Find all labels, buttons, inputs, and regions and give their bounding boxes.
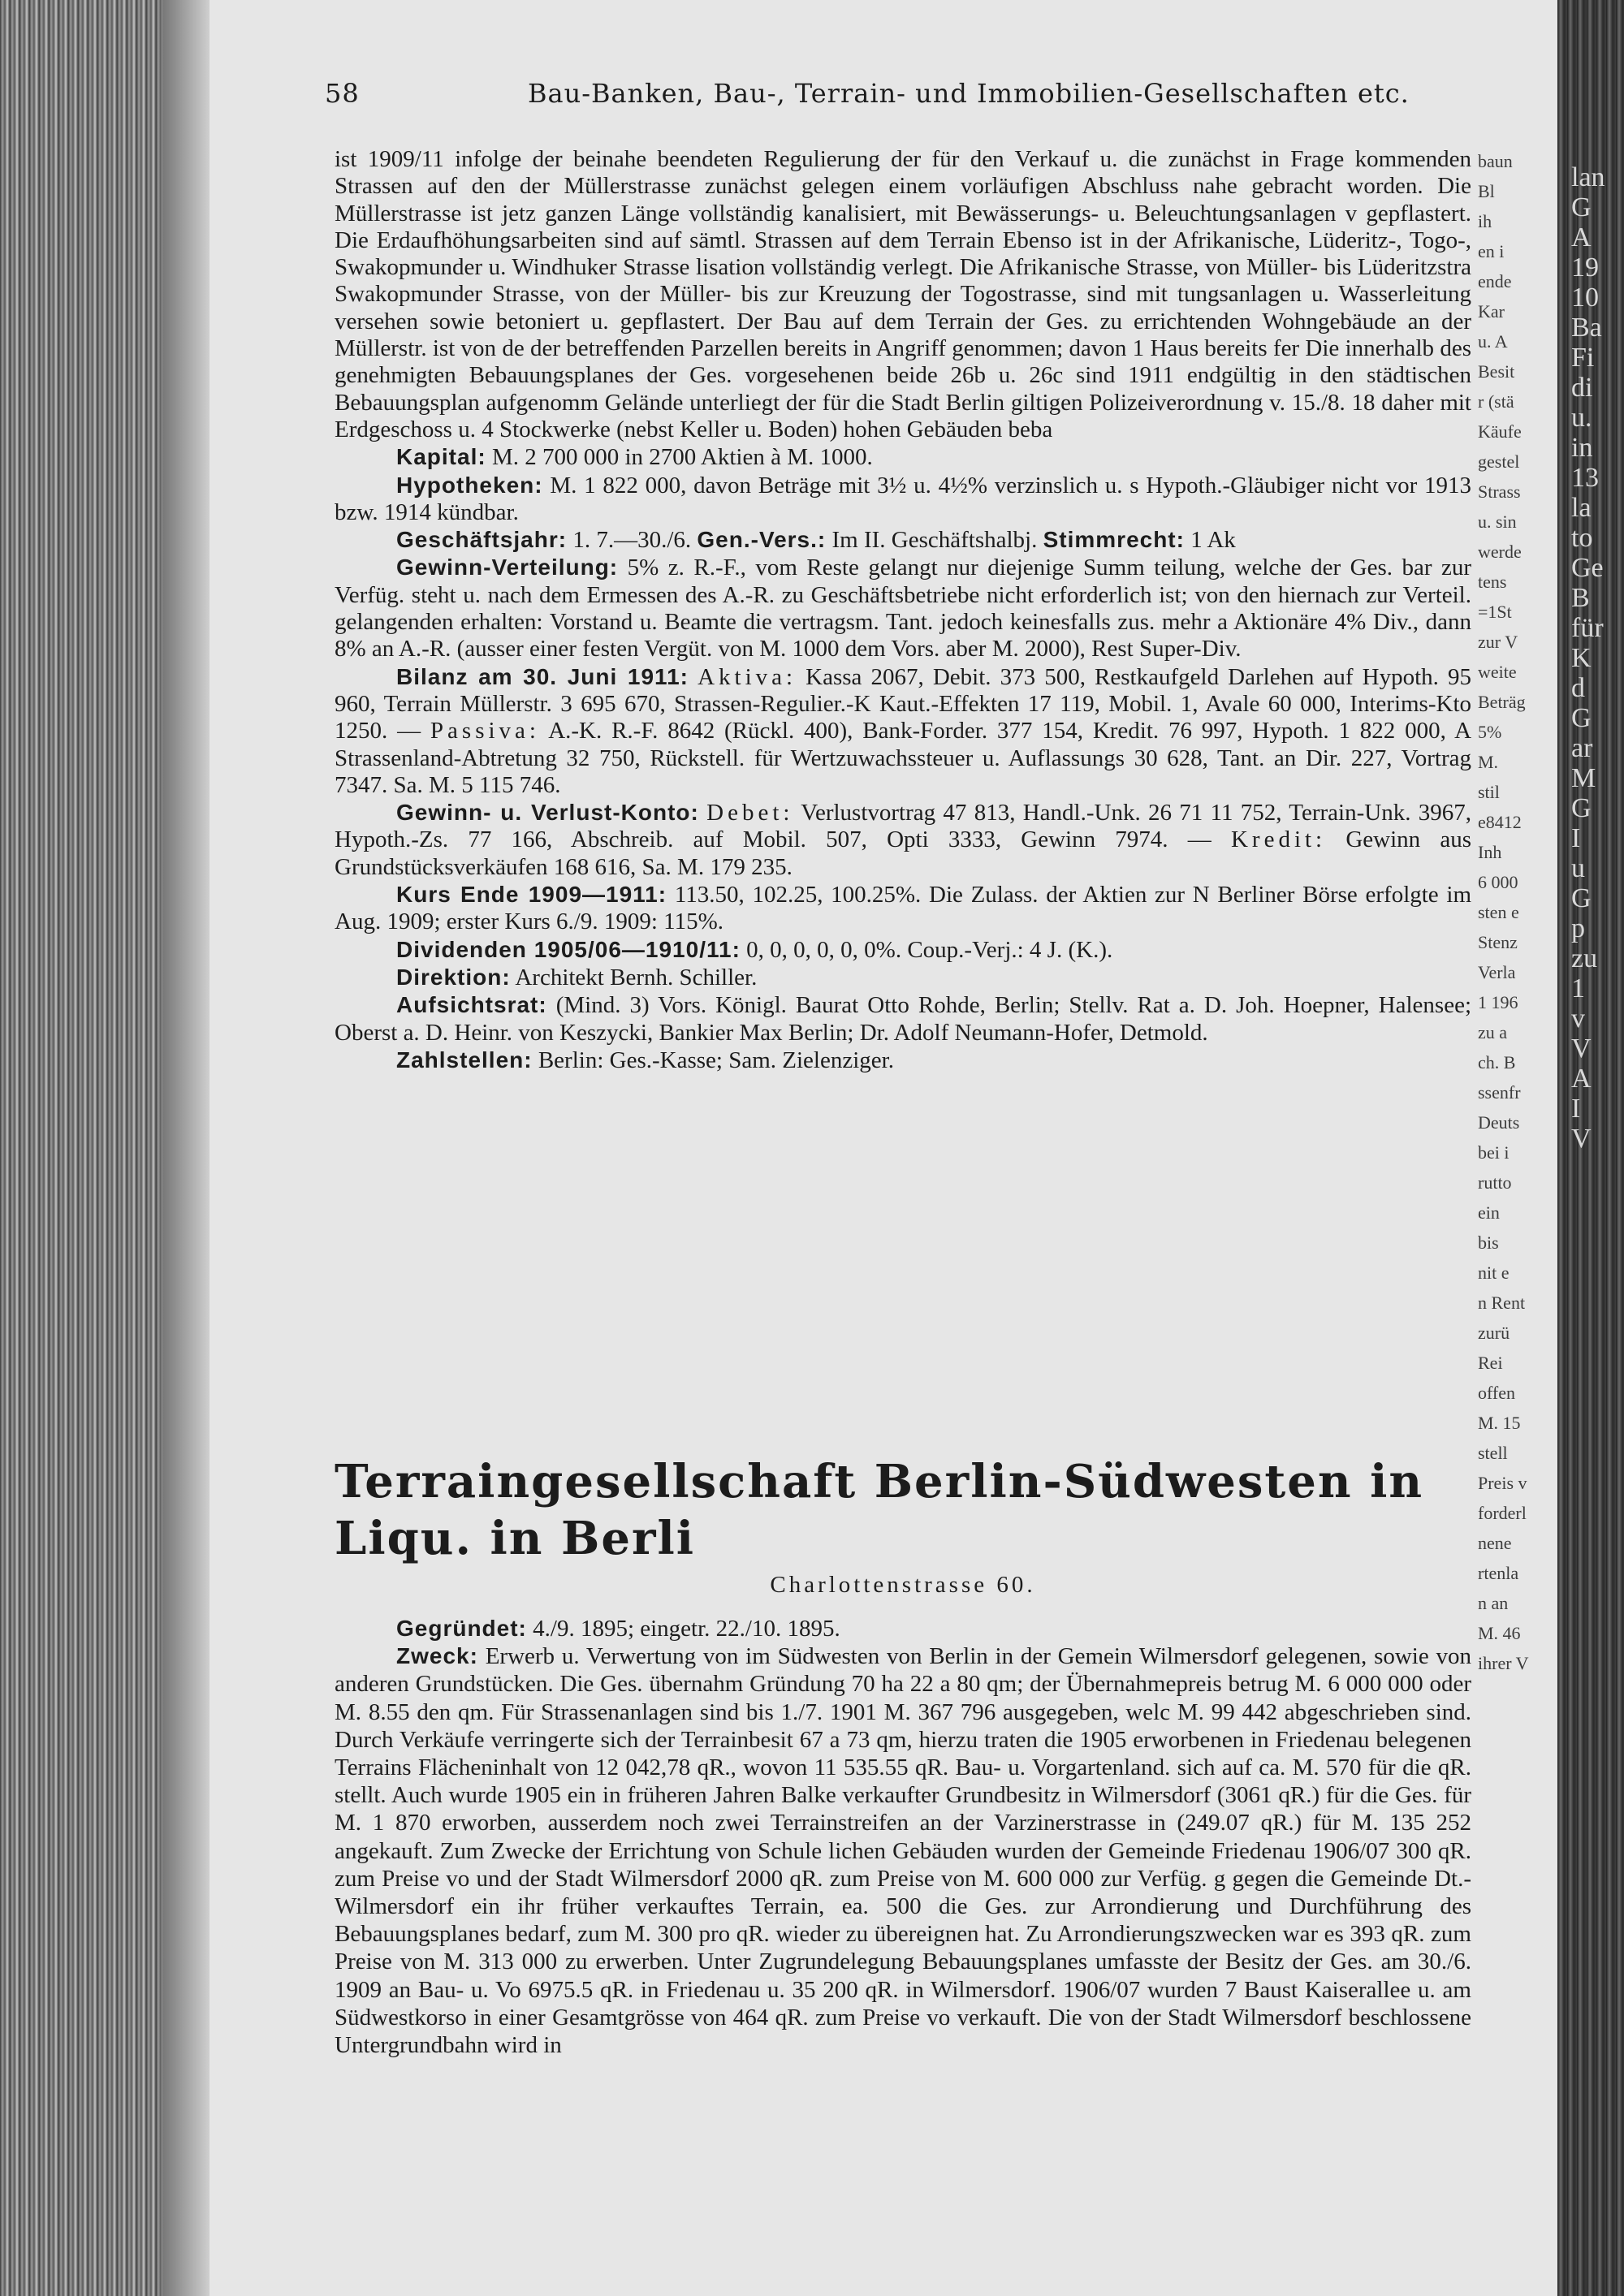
bleed-a-fragment: ch. B xyxy=(1478,1052,1516,1072)
bleed-a-fragment: weite xyxy=(1478,662,1517,682)
bleed-a-fragment: Kar xyxy=(1478,301,1505,322)
bleed-a-fragment: M. 15 xyxy=(1478,1413,1521,1433)
bleed-a-fragment: zurü xyxy=(1478,1323,1510,1343)
bleed-a-fragment: u. A xyxy=(1478,331,1508,352)
zweck-text: Erwerb u. Verwertung von im Südwesten von Berlin in der Gemein Wilmersdorf gelegenen, sowie von anderen Grundstücken. Die Ges. übernahm Gründung 70 ha 22 a 80 qm; der Übernahmepreis betrug M. 6 000 000 oder M. 8.55 den qm. Für Strassenanlagen sind bis 1./7. 1901 M. 367 796 ausgegeben, welc M. 99 442 abgeschrieben sind. Durch Verkäufe verringerte sich der Terrainbesit 67 a 73 qm, hierzu traten die 1905 erworbenen in Friedenau belegenen Terrains Flächeninhalt von 12 042,78 qR., wovon 11 535.55 qR. Bau- u. Vorgartenland. sich auf ca. M. 570 für die qR. stellt. Auch wurde 1905 ein in früheren Jahren Balke verkaufter Grundbesitz in Wilmersdorf (3061 qR.) für die Ges. für M. 1 870 erworben, ausserdem noch zwei Terrainstreifen an der Varzinerstrasse in (249.07 qR.) für M. 135 252 angekauft. Zum Zwecke der Errichtung von Schule lichen Gebäuden wurden der Gemeinde Friedenau 1906/07 300 qR. zum Preise vo und der Stadt Wilmersdorf 2000 qR. zum Preise von M. 600 000 zur Verfüg. g gegen die Gemeinde Dt.-Wilmersdorf ein ihr früher verkauftes Terrain, ea. 500 die Ges. zur Arrondierung und Durchführung des Bebauungsplanes bedarf, zum M. 300 pro qR. wieder zu übereignen hat. Zu Arrondierungszwecken war es 393 qR. zum Preise von M. 313 000 zu erwerben. Unter Zugrundelegung Bebauungsplanes umfasste der Besitz der Ges. am 30./6. 1909 an Bau- u. Vo 6975.5 qR. in Friedenau u. 35 200 qR. in Wilmersdorf. 1906/07 wurden 7 Baust Kaiserallee u. am Südwestkorso in einer Gesamtgrösse von 464 qR. zum Preise vo verkauft. Die von der Stadt Wilmersdorf beschlossene Untergrundbahn wird in xyxy=(335,1643,1472,2059)
bleed-b-fragment: zu xyxy=(1571,943,1598,973)
bleed-a-fragment: Bl xyxy=(1478,181,1495,201)
guv-debet-text: Verlustvortrag 47 813, Handl.-Unk. 26 71 11 752, Terrain-Unk. 3967, Hypoth.-Zs. 77 166, Abschreib. auf Mobil. 507, Opti 3333, Gewinn 7974. — xyxy=(335,800,1471,853)
bleed-b-fragment: A xyxy=(1571,222,1592,252)
page-gutter-shadow xyxy=(162,0,209,2296)
company-entry-2 xyxy=(335,1453,1471,2059)
bleed-a-fragment: n an xyxy=(1478,1593,1509,1613)
bleed-b-fragment: A xyxy=(1571,1064,1592,1094)
bleed-b-fragment: ar xyxy=(1571,733,1593,763)
bleed-b-fragment: V xyxy=(1571,1124,1592,1154)
bleed-b-fragment: lan xyxy=(1571,162,1605,192)
stimmrecht-label: Stimmrecht: xyxy=(1043,527,1185,553)
bleed-a-fragment: u. sin xyxy=(1478,511,1517,532)
bleed-a-fragment: Preis v xyxy=(1478,1473,1527,1493)
bleed-b-fragment: v xyxy=(1571,1003,1585,1034)
bleed-b-fragment: G xyxy=(1571,793,1592,823)
bleed-b-fragment: M xyxy=(1571,763,1596,793)
gegruendet-label: Gegründet: xyxy=(396,1616,527,1641)
bleed-a-fragment: Käufe xyxy=(1478,421,1522,442)
bleed-b-fragment: I xyxy=(1571,823,1581,853)
bleed-a-fragment: Deuts xyxy=(1478,1112,1520,1133)
bleed-a-fragment: r (stä xyxy=(1478,391,1514,412)
bleed-a-fragment: ein xyxy=(1478,1202,1500,1223)
bleed-b-fragment: G xyxy=(1571,192,1592,222)
zweck-label: Zweck: xyxy=(396,1643,478,1669)
bleed-b-fragment: Fi xyxy=(1571,343,1595,373)
hypotheken-entry xyxy=(335,472,1471,527)
bleed-b-fragment: K xyxy=(1571,643,1592,673)
stimmrecht-text: 1 Ak xyxy=(1190,527,1236,554)
bleed-a-fragment: zur V xyxy=(1478,632,1518,652)
kapital-text: M. 2 700 000 in 2700 Aktien à M. 1000. xyxy=(491,444,873,471)
bleed-a-fragment: rtenla xyxy=(1478,1563,1519,1583)
bleed-a-fragment: =1St xyxy=(1478,602,1512,622)
guv-entry xyxy=(335,799,1471,881)
bleed-a-fragment: Beträg xyxy=(1478,692,1526,712)
aufsichtsrat-text: (Mind. 3) Vors. Königl. Baurat Otto Rohde, Berlin; Stellv. Rat a. D. Joh. Hoepner, Halensee; Oberst a. D. Heinr. von Keszycki, Bankier Max Berlin; Dr. Adolf Neumann-Hofer, Detmold. xyxy=(335,992,1472,1046)
aktiva-label: Aktiva: xyxy=(698,663,797,690)
bleed-a-fragment: bis xyxy=(1478,1232,1499,1253)
debet-label: Debet: xyxy=(706,800,794,826)
bleed-b-fragment: d xyxy=(1571,673,1585,703)
bleed-a-fragment: e8412 xyxy=(1478,812,1522,832)
bleed-a-fragment: zu a xyxy=(1478,1022,1508,1042)
geschaeftsjahr-label: Geschäftsjahr: xyxy=(396,527,568,553)
bleed-b-fragment: Ge xyxy=(1571,553,1604,583)
bleed-a-fragment: gestel xyxy=(1478,451,1520,472)
bleed-b-fragment: für xyxy=(1571,613,1604,643)
aufsichtsrat-entry xyxy=(335,991,1471,1047)
kredit-label: Kredit: xyxy=(1230,826,1327,853)
bleed-a-fragment: n Rent xyxy=(1478,1293,1526,1313)
passiva-label: Passiva: xyxy=(430,718,540,744)
bleed-a-fragment: Stenz xyxy=(1478,932,1518,952)
bleed-a-fragment: ssenfr xyxy=(1478,1082,1521,1103)
company-title: Terraingesellschaft Berlin-Südwesten in Liqu. in Berli xyxy=(335,1455,1424,1565)
bleed-a-fragment: sten e xyxy=(1478,902,1519,922)
bleed-b-fragment: 10 xyxy=(1571,283,1599,313)
bleed-b-fragment: 1 xyxy=(1571,973,1585,1003)
bleed-a-fragment: nene xyxy=(1478,1533,1512,1553)
gewinnverteilung-label: Gewinn-Verteilung: xyxy=(396,555,619,580)
dividenden-label: Dividenden 1905/06—1910/11: xyxy=(396,936,741,962)
bleed-a-fragment: baun xyxy=(1478,151,1513,171)
kapital-entry xyxy=(335,443,1471,471)
bleed-a-fragment: Rei xyxy=(1478,1353,1503,1373)
bleed-b-fragment: p xyxy=(1571,913,1585,943)
bilanz-passiva-text: A.-K. R.-F. 8642 (Rückl. 400), Bank-Forder. 377 154, Kredit. 76 997, Hypoth. 1 822 000, A Strassenland-Abtretung 32 750, Rückstell. für Wertzuwachssteuer u. Auflassungs 30 628, Tant. an Dir. 227, Vortrag 7347. Sa. M. 5 115 746. xyxy=(335,718,1472,798)
kapital-label: Kapital: xyxy=(396,444,486,470)
bleed-b-fragment: Ba xyxy=(1571,313,1602,343)
page-header xyxy=(325,78,1421,115)
bleed-b-fragment: I xyxy=(1571,1094,1581,1124)
bleed-b-fragment: G xyxy=(1571,703,1592,733)
bleed-a-fragment: stell xyxy=(1478,1443,1508,1463)
dividenden-text: 0, 0, 0, 0, 0, 0%. Coup.-Verj.: 4 J. (K.). xyxy=(746,936,1113,963)
bleed-b-fragment: la xyxy=(1571,493,1592,523)
bleed-b-fragment: to xyxy=(1571,523,1593,553)
bilanz-entry xyxy=(335,663,1471,799)
bleed-a-fragment: forderl xyxy=(1478,1503,1527,1523)
company-entry-1 xyxy=(335,146,1471,1074)
bilanz-aktiva-text: Kassa 2067, Debit. 373 500, Restkaufgeld Darlehen auf Hypoth. 95 960, Terrain Müllerstr. 3 695 670, Strassen-Regulier.-K Kaut.-Effekten 17 119, Mobil. 1, Avale 60 000, Interims-Kto 1250. — xyxy=(335,663,1471,744)
zahlstellen-entry xyxy=(335,1047,1471,1074)
gegruendet-text: 4./9. 1895; eingetr. 22./10. 1895. xyxy=(533,1616,840,1642)
aufsichtsrat-label: Aufsichtsrat: xyxy=(396,992,547,1018)
genvers-text: Im II. Geschäftshalbj. xyxy=(831,527,1038,554)
bleed-a-fragment: bei i xyxy=(1478,1142,1510,1163)
kurs-label: Kurs Ende 1909—1911: xyxy=(396,882,667,908)
bleed-a-fragment: ende xyxy=(1478,271,1512,291)
gewinnverteilung-entry xyxy=(335,554,1471,662)
bleed-b-fragment: G xyxy=(1571,883,1592,913)
bilanz-label: Bilanz am 30. Juni 1911: xyxy=(396,663,689,689)
right-bleed-column-b xyxy=(1571,162,1624,1154)
zahlstellen-label: Zahlstellen: xyxy=(396,1047,533,1072)
bleed-a-fragment: werde xyxy=(1478,542,1522,562)
bleed-a-fragment: stil xyxy=(1478,782,1500,802)
bleed-b-fragment: V xyxy=(1571,1034,1592,1064)
kurs-text: 113.50, 102.25, 100.25%. Die Zulass. der Aktien zur N Berliner Börse erfolgte im Aug. 1909; erster Kurs 6./9. 1909: 115%. xyxy=(335,882,1472,935)
direktion-text: Architekt Bernh. Schiller. xyxy=(515,964,758,990)
bleed-a-fragment: 6 000 xyxy=(1478,872,1518,892)
bleed-a-fragment: 5% xyxy=(1478,722,1502,742)
direktion-entry xyxy=(335,964,1471,991)
bleed-a-fragment: Strass xyxy=(1478,481,1521,502)
hypotheken-label: Hypotheken: xyxy=(396,472,543,498)
bleed-a-fragment: rutto xyxy=(1478,1172,1512,1193)
running-title: Bau-Banken, Bau-, Terrain- und Immobilien-Gesellschaften etc. xyxy=(528,78,1410,109)
bleed-b-fragment: in xyxy=(1571,433,1593,463)
kurs-entry xyxy=(335,881,1471,936)
bleed-a-fragment: M. xyxy=(1478,752,1499,772)
bleed-b-fragment: u xyxy=(1571,853,1585,883)
bleed-a-fragment: Inh xyxy=(1478,842,1502,862)
bleed-a-fragment: Besit xyxy=(1478,361,1515,382)
gegruendet-entry xyxy=(335,1615,1471,1642)
bleed-b-fragment: B xyxy=(1571,583,1590,613)
guv-label: Gewinn- u. Verlust-Konto: xyxy=(396,800,699,826)
zweck-entry xyxy=(335,1642,1471,2059)
bleed-a-fragment: ih xyxy=(1478,211,1492,231)
guv-kredit-text: Gewinn aus Grundstücksverkäufen 168 616, Sa. M. 179 235. xyxy=(335,826,1472,880)
gewinnverteilung-text: 5% z. R.-F., vom Reste gelangt nur diejenige Summ teilung, welche der Ges. bar zur Verfüg. steht u. nach dem Ermessen des A.-R. zu Geschäftsbetriebe nicht erforderlich ist; von den hiernach zur Verteil. gelangenden erhalten: Vorstand u. Beamte die vertragsm. Tant. jedoch keinesfalls zus. mehr a Aktionäre 4% Div., dann 8% an A.-R. (ausser einer festen Vergüt. von M. 1000 dem Vors. aber M. 2000), Rest Super-Div. xyxy=(335,555,1471,662)
dividenden-entry xyxy=(335,936,1471,964)
bleed-a-fragment: 1 196 xyxy=(1478,992,1518,1012)
bleed-b-fragment: 13 xyxy=(1571,463,1599,493)
bleed-a-fragment: ihrer V xyxy=(1478,1653,1529,1673)
bleed-a-fragment: offen xyxy=(1478,1383,1516,1403)
bleed-a-fragment: nit e xyxy=(1478,1262,1510,1283)
geschaeftsjahr-entry xyxy=(335,526,1471,554)
bleed-a-fragment: en i xyxy=(1478,241,1505,261)
company-address: Charlottenstrasse 60. xyxy=(770,1572,1036,1598)
bleed-a-fragment: tens xyxy=(1478,572,1507,592)
right-bleed-column-a xyxy=(1478,146,1555,1678)
genvers-label: Gen.-Vers.: xyxy=(697,527,827,553)
bleed-b-fragment: 19 xyxy=(1571,252,1599,283)
page-number: 58 xyxy=(325,78,360,109)
zahlstellen-text: Berlin: Ges.-Kasse; Sam. Zielenziger. xyxy=(538,1047,894,1073)
bleed-a-fragment: Verla xyxy=(1478,962,1516,982)
direktion-label: Direktion: xyxy=(396,964,511,990)
bleed-a-fragment: M. 46 xyxy=(1478,1623,1521,1643)
bleed-b-fragment: di xyxy=(1571,373,1593,403)
intro-paragraph: ist 1909/11 infolge der beinahe beendeten Regulierung der für den Verkauf u. die zunächst in Frage kommenden Strassen auf den der Müllerstrasse zunächst gelegen einem vorläufigen Abschluss nahe gebracht worden. Die Müllerstrasse ist jetz ganzen Länge vollständig kanalisiert, mit Bewässerungs- u. Beleuchtungsanlagen v gepflastert. Die Erdaufhöhungsarbeiten sind auf sämtl. Strassen auf dem Terrain Ebenso ist in der Afrikanische, Lüderitz-, Togo-, Swakopmunder u. Windhuker Strasse lisation vollständig verlegt. Die Afrikanische Strasse, von Müller- bis Lüderitzstra Swakopmunder Strasse, von der Müller- bis zur Kreuzung der Togostrasse, sind mit tungsanlagen u. Wasserleitung versehen sowie betoniert u. gepflastert. Der Bau auf dem Terrain der Ges. zu errichtenden Wohngebäude an der Müllerstr. ist von de der betreffenden Parzellen bereits in Angriff genommen; davon 1 Haus bereits fer Die innerhalb des genehmigten Bebauungsplanes der Ges. vorgesehenen beide 26b u. 26c sind 1911 endgültig in den städtischen Bebauungsplan aufgenomm Gelände unterliegt der für die Stadt Berlin giltigen Polizeiverordnung v. 15./8. 18 daher mit Erdgeschoss u. 4 Stockwerke (nebst Keller u. Boden) hohen Gebäuden beba xyxy=(335,146,1471,442)
hypotheken-text: M. 1 822 000, davon Beträge mit 3½ u. 4½% verzinslich u. s Hypoth.-Gläubiger nicht vor 1913 bzw. 1914 kündbar. xyxy=(335,472,1471,525)
bleed-b-fragment: u. xyxy=(1571,403,1592,433)
geschaeftsjahr-text: 1. 7.—30./6. xyxy=(572,527,692,554)
